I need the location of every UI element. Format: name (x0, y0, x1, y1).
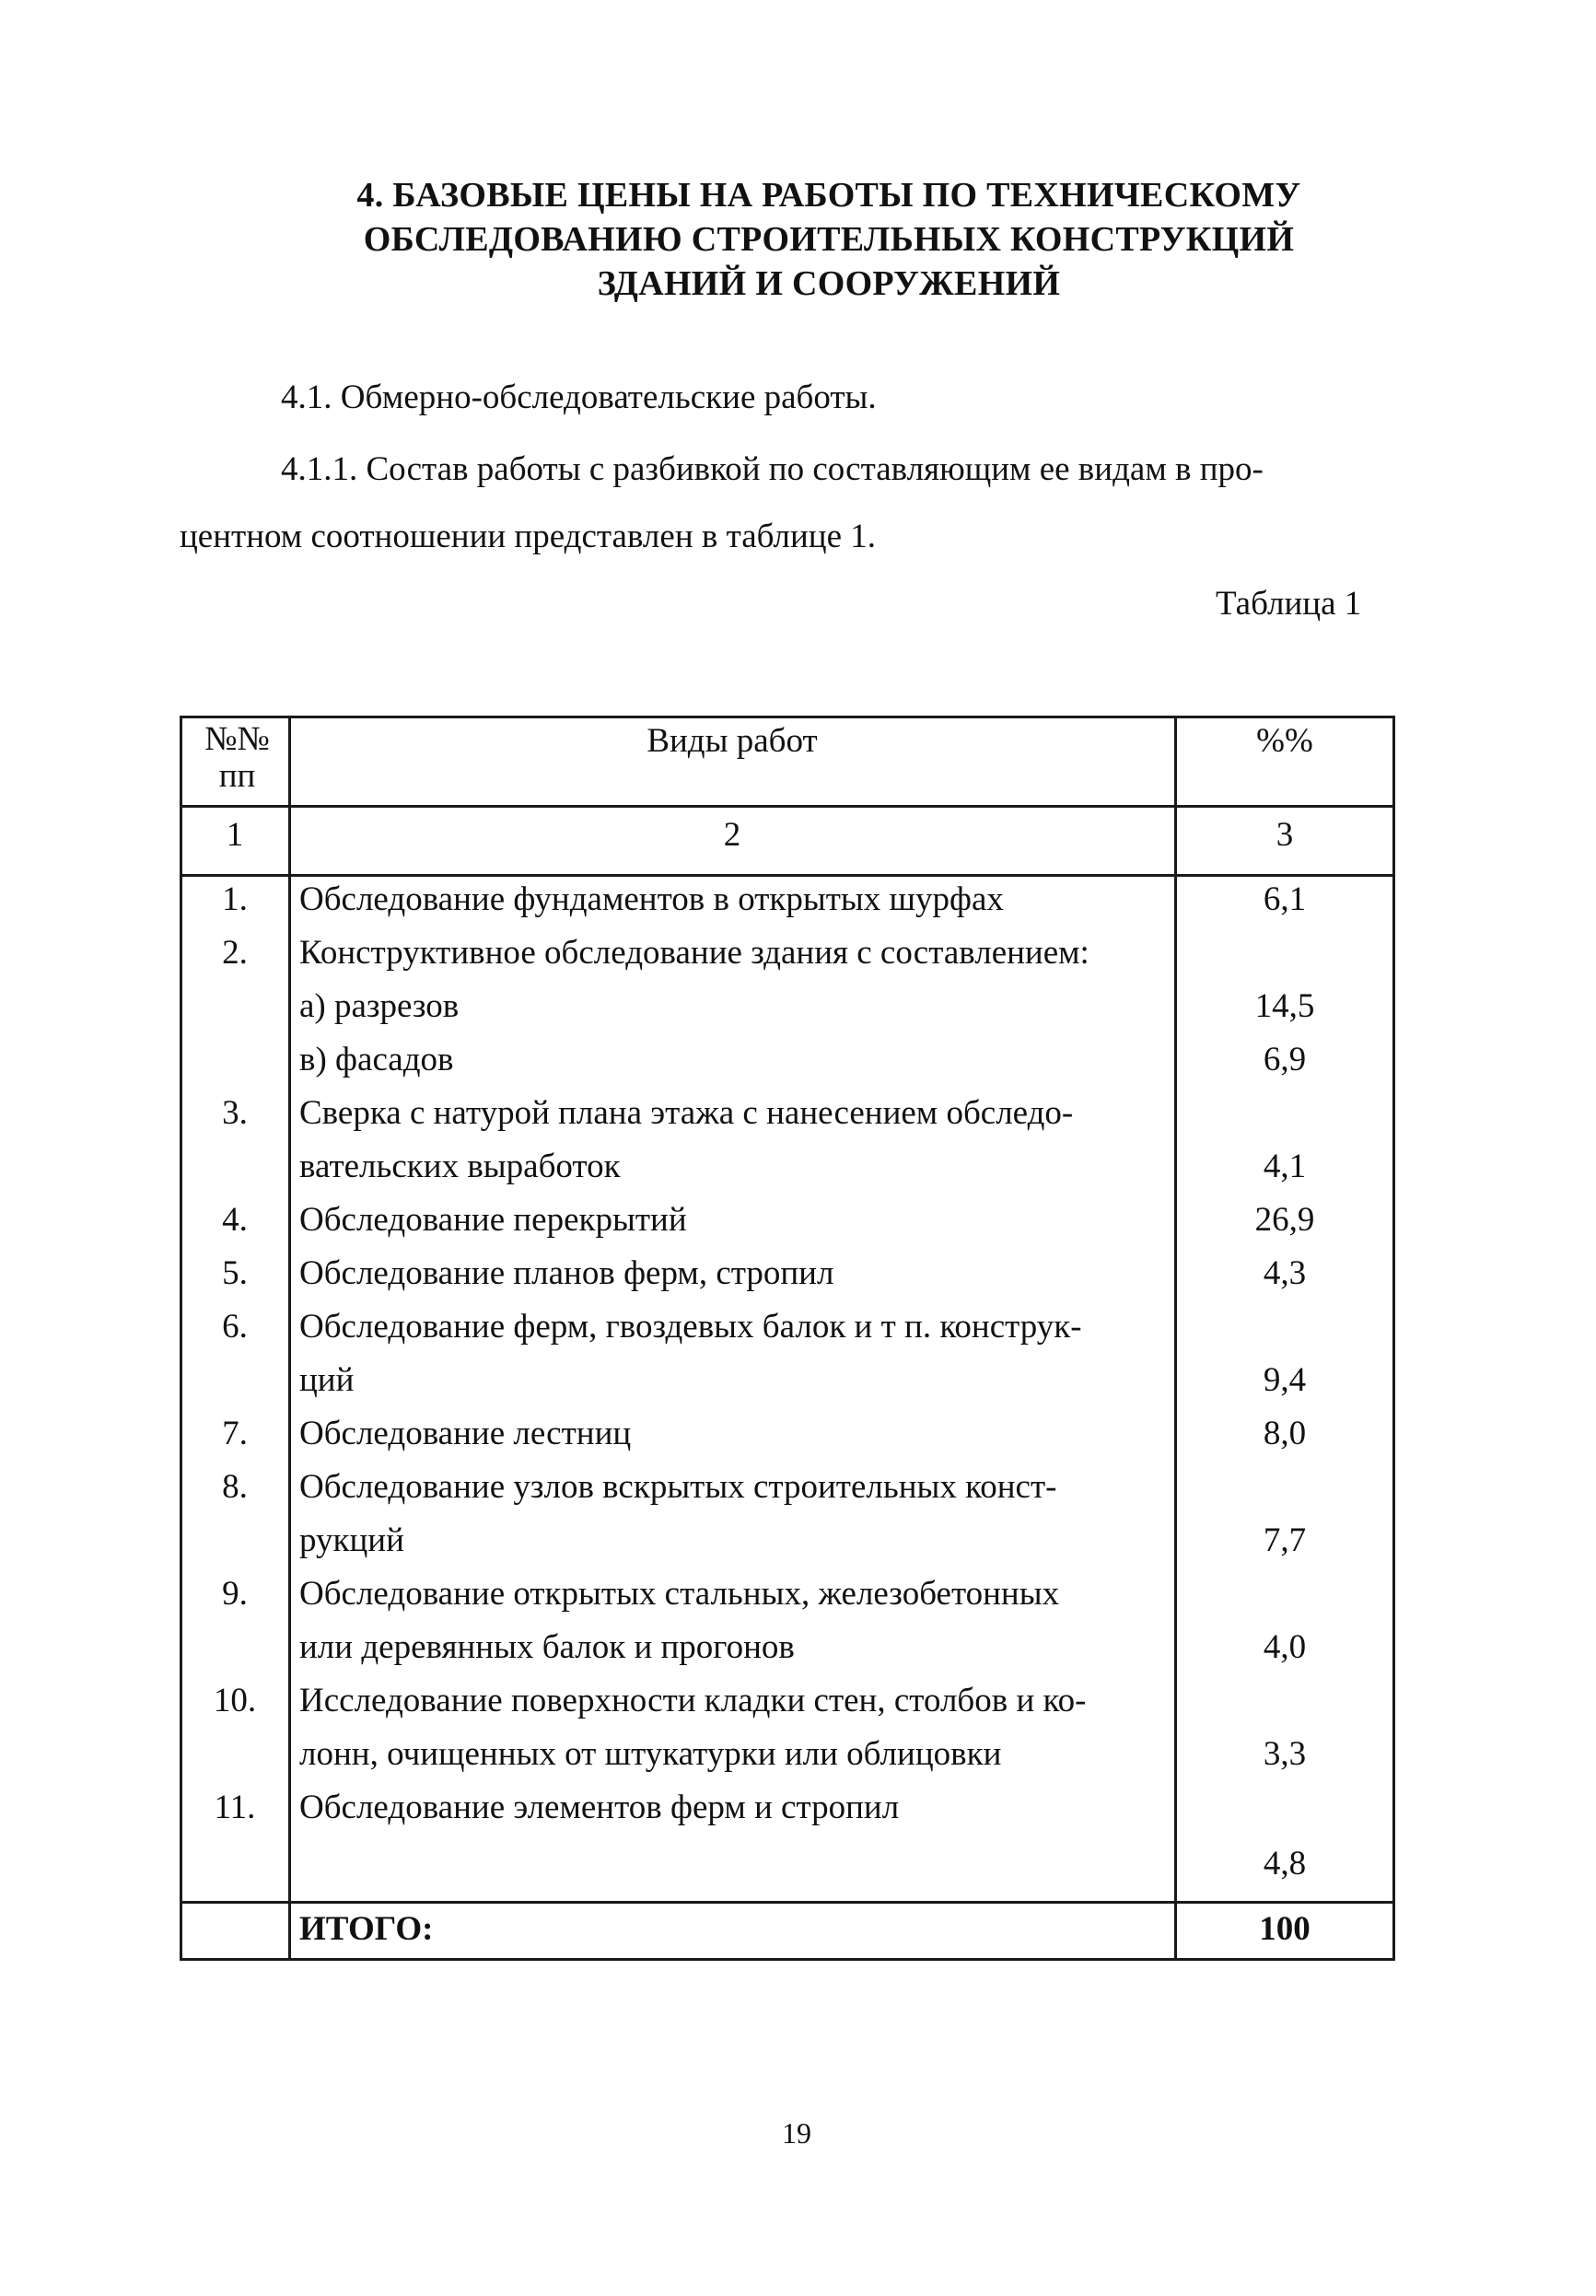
table-header-divider (180, 805, 1395, 808)
row-text: Обследование элементов ферм и стропил (299, 1789, 900, 1826)
heading-line-2: ОБСЛЕДОВАНИЮ СТРОИТЕЛЬНЫХ КОНСТРУКЦИЙ (363, 220, 1295, 259)
total-value: 100 (1259, 1910, 1311, 1948)
row-num: 10. (213, 1682, 257, 1719)
colnum-1: 1 (226, 816, 244, 854)
row-num: 1. (222, 880, 248, 918)
heading-line-3: ЗДАНИЙ И СООРУЖЕНИЙ (597, 264, 1061, 303)
subsection-title: 4.1. Обмерно-обследовательские работы. (281, 379, 877, 416)
row-text: Обследование ферм, гвоздевых балок и т п. конструк- (299, 1308, 1082, 1346)
row-text: или деревянных балок и прогонов (299, 1628, 795, 1666)
header-num-line-1: №№ (204, 720, 270, 758)
row-text: Обследование фундаментов в открытых шурфах (299, 880, 1004, 918)
row-text: ций (299, 1361, 355, 1399)
row-value: 9,4 (1263, 1361, 1307, 1399)
row-num: 5. (222, 1254, 248, 1292)
row-text: Обследование планов ферм, стропил (299, 1254, 834, 1292)
row-text: Сверка с натурой плана этажа с нанесением обследо- (299, 1094, 1074, 1132)
table-caption: Таблица 1 (1216, 585, 1362, 623)
row-text: вательских выработок (299, 1148, 621, 1185)
row-value: 4,8 (1263, 1845, 1307, 1882)
row-text: Обследование открытых стальных, железобетонных (299, 1575, 1060, 1613)
paragraph-line-1: 4.1.1. Состав работы с разбивкой по составляющим ее видам в про- (281, 450, 1264, 488)
row-num: 8. (222, 1468, 248, 1506)
table-border-left (180, 716, 182, 1961)
row-value: 4,3 (1263, 1254, 1307, 1292)
table-col-divider-2 (1174, 716, 1177, 1961)
header-work-type: Виды работ (647, 722, 818, 760)
table-colnum-divider (180, 874, 1395, 877)
table-total-divider (180, 1901, 1395, 1904)
row-num: 7. (222, 1415, 248, 1452)
total-label: ИТОГО: (299, 1910, 434, 1948)
row-value: 6,9 (1263, 1041, 1307, 1078)
row-num: 6. (222, 1308, 248, 1346)
paragraph-line-2: центном соотношении представлен в таблице 1. (180, 518, 877, 555)
table-border-right (1392, 716, 1395, 1961)
row-text: в) фасадов (299, 1041, 454, 1078)
row-value: 4,0 (1263, 1628, 1307, 1666)
row-text: а) разрезов (299, 987, 460, 1025)
row-text: Обследование лестниц (299, 1415, 632, 1452)
row-num: 3. (222, 1094, 248, 1132)
row-text: Исследование поверхности кладки стен, столбов и ко- (299, 1682, 1087, 1719)
header-num-line-2: пп (218, 757, 256, 795)
row-num: 11. (214, 1789, 256, 1826)
row-value: 8,0 (1263, 1415, 1307, 1452)
row-value: 26,9 (1254, 1201, 1315, 1239)
header-percent: %% (1256, 722, 1313, 760)
row-text: Обследование узлов вскрытых строительных конст- (299, 1468, 1057, 1506)
row-value: 14,5 (1254, 987, 1315, 1025)
section-heading (276, 173, 1381, 306)
table-border-top (180, 716, 1395, 718)
row-num: 4. (222, 1201, 248, 1239)
work-breakdown-table (180, 716, 1395, 1961)
colnum-2: 2 (723, 816, 741, 854)
row-num: 9. (222, 1575, 248, 1613)
table-col-divider-1 (288, 716, 291, 1961)
row-value: 4,1 (1263, 1148, 1307, 1185)
row-text: Конструктивное обследование здания с составлением: (299, 934, 1089, 972)
row-value: 3,3 (1263, 1735, 1307, 1773)
page-number: 19 (782, 2116, 811, 2150)
table-border-bottom (180, 1958, 1395, 1961)
row-text: рукций (299, 1521, 404, 1559)
row-text: лонн, очищенных от штукатурки или облицовки (299, 1735, 1002, 1773)
row-num: 2. (222, 934, 248, 972)
heading-line-1: 4. БАЗОВЫЕ ЦЕНЫ НА РАБОТЫ ПО ТЕХНИЧЕСКОМУ (356, 176, 1301, 215)
row-value: 6,1 (1263, 880, 1307, 918)
header-num-cell (198, 721, 276, 795)
row-value: 7,7 (1263, 1521, 1307, 1559)
row-text: Обследование перекрытий (299, 1201, 687, 1239)
colnum-3: 3 (1276, 816, 1294, 854)
